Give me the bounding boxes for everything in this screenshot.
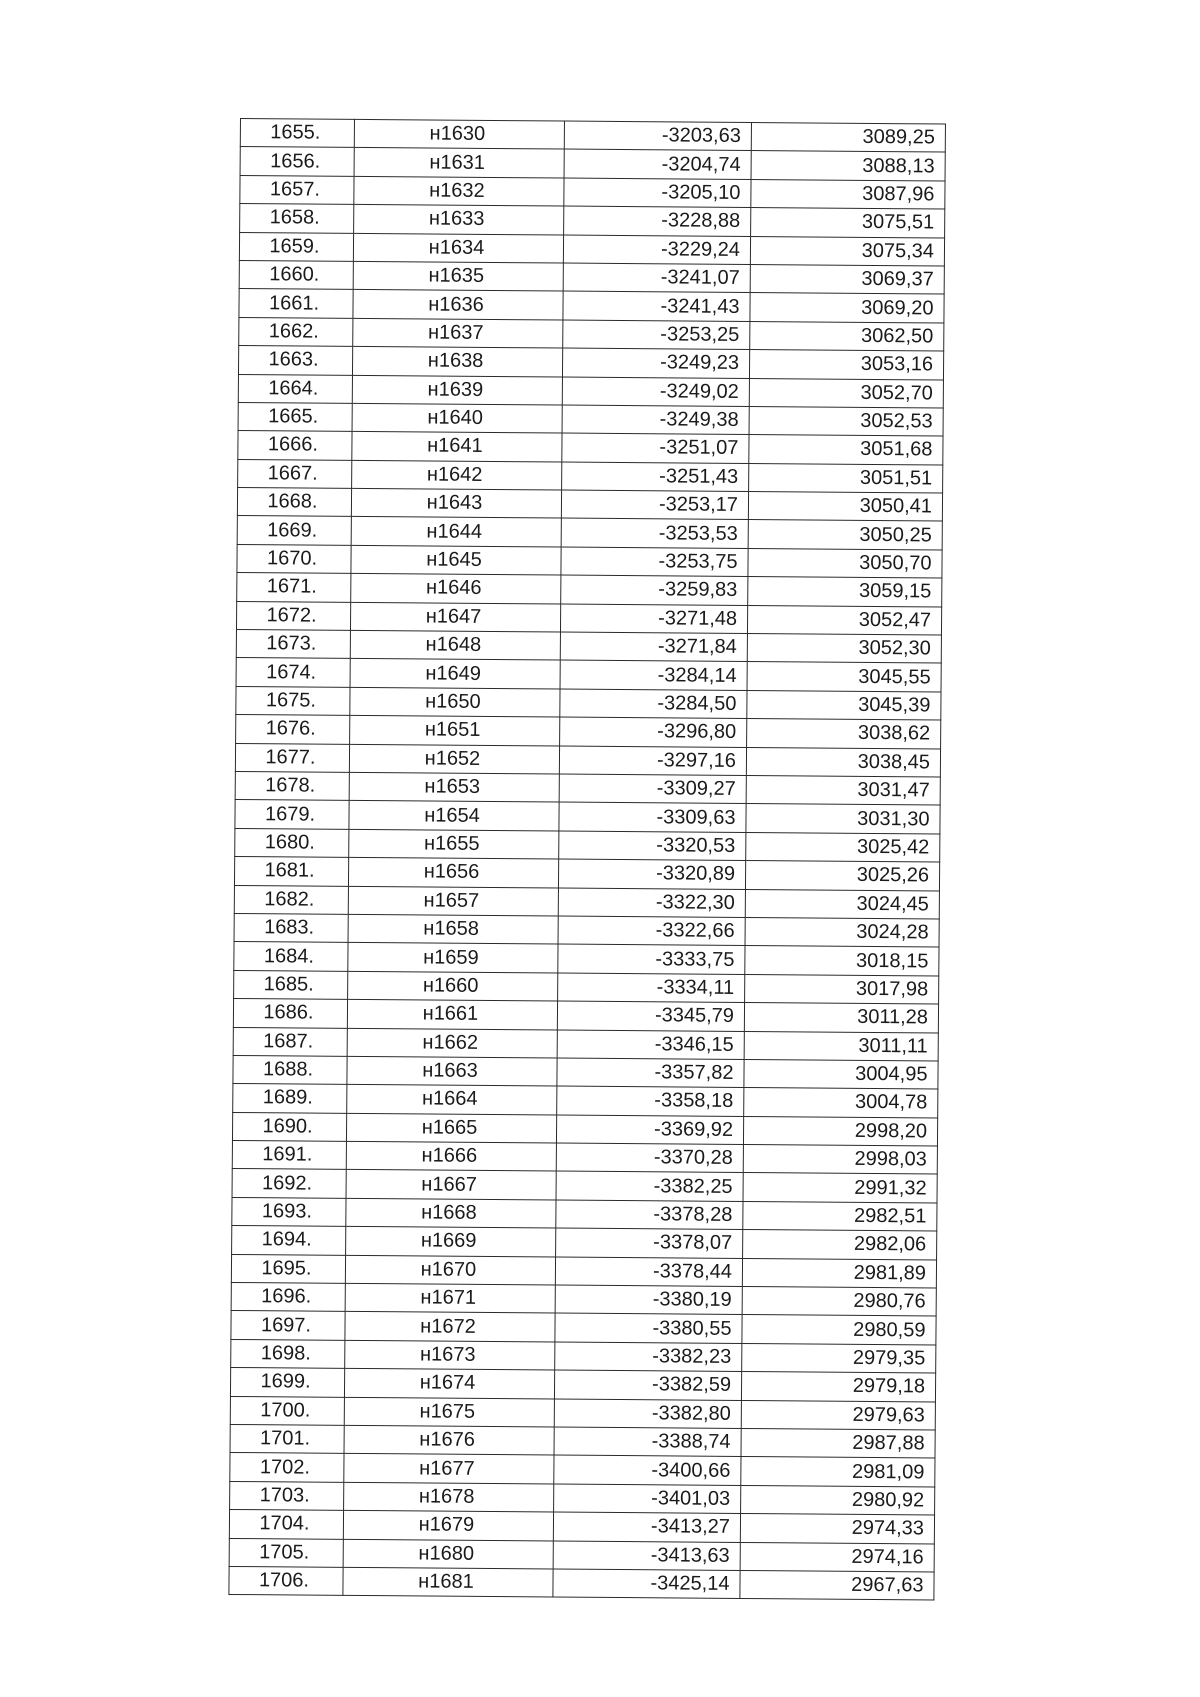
y-coordinate-cell: 3088,13 bbox=[751, 151, 945, 181]
row-number-cell: 1702. bbox=[230, 1453, 344, 1482]
row-number-cell: 1680. bbox=[235, 828, 349, 857]
row-number-cell: 1677. bbox=[235, 743, 349, 772]
x-coordinate-cell: -3380,19 bbox=[555, 1285, 742, 1315]
y-coordinate-cell: 3052,30 bbox=[747, 634, 941, 664]
y-coordinate-cell: 3089,25 bbox=[751, 123, 945, 153]
y-coordinate-cell: 3052,53 bbox=[749, 406, 943, 436]
x-coordinate-cell: -3284,50 bbox=[560, 689, 747, 719]
point-id-cell: н1669 bbox=[346, 1227, 556, 1257]
x-coordinate-cell: -3345,79 bbox=[557, 1001, 744, 1031]
point-id-cell: н1674 bbox=[344, 1369, 554, 1399]
point-id-cell: н1676 bbox=[344, 1425, 554, 1455]
x-coordinate-cell: -3378,28 bbox=[556, 1200, 743, 1230]
row-number-cell: 1703. bbox=[230, 1481, 344, 1510]
x-coordinate-cell: -3388,74 bbox=[554, 1427, 741, 1457]
point-id-cell: н1653 bbox=[349, 772, 559, 802]
point-id-cell: н1636 bbox=[353, 290, 563, 320]
x-coordinate-cell: -3253,53 bbox=[561, 519, 748, 549]
row-number-cell: 1690. bbox=[232, 1112, 346, 1141]
point-id-cell: н1645 bbox=[351, 545, 561, 575]
y-coordinate-cell: 2980,76 bbox=[742, 1286, 936, 1316]
x-coordinate-cell: -3203,63 bbox=[564, 121, 751, 151]
y-coordinate-cell: 2974,16 bbox=[740, 1542, 934, 1572]
y-coordinate-cell: 3069,37 bbox=[750, 264, 944, 294]
row-number-cell: 1671. bbox=[237, 573, 351, 602]
point-id-cell: н1652 bbox=[349, 744, 559, 774]
point-id-cell: н1630 bbox=[354, 119, 564, 149]
x-coordinate-cell: -3253,25 bbox=[563, 320, 750, 350]
x-coordinate-cell: -3204,74 bbox=[564, 149, 751, 179]
x-coordinate-cell: -3249,02 bbox=[562, 377, 749, 407]
y-coordinate-cell: 3052,70 bbox=[749, 378, 943, 408]
coordinates-table bbox=[228, 118, 946, 1601]
y-coordinate-cell: 3059,15 bbox=[748, 577, 942, 607]
point-id-cell: н1680 bbox=[343, 1539, 553, 1569]
point-id-cell: н1655 bbox=[349, 829, 559, 859]
row-number-cell: 1662. bbox=[239, 317, 353, 346]
y-coordinate-cell: 3018,15 bbox=[745, 946, 939, 976]
row-number-cell: 1669. bbox=[237, 516, 351, 545]
x-coordinate-cell: -3380,55 bbox=[555, 1313, 742, 1343]
point-id-cell: н1649 bbox=[350, 659, 560, 689]
point-id-cell: н1670 bbox=[345, 1255, 555, 1285]
row-number-cell: 1683. bbox=[234, 913, 348, 942]
x-coordinate-cell: -3253,75 bbox=[561, 547, 748, 577]
point-id-cell: н1678 bbox=[344, 1482, 554, 1512]
row-number-cell: 1657. bbox=[240, 175, 354, 204]
y-coordinate-cell: 3024,28 bbox=[745, 917, 939, 947]
x-coordinate-cell: -3382,80 bbox=[554, 1399, 741, 1429]
x-coordinate-cell: -3382,59 bbox=[554, 1370, 741, 1400]
x-coordinate-cell: -3322,30 bbox=[558, 888, 745, 918]
row-number-cell: 1686. bbox=[233, 999, 347, 1028]
x-coordinate-cell: -3382,23 bbox=[555, 1342, 742, 1372]
point-id-cell: н1660 bbox=[348, 971, 558, 1001]
x-coordinate-cell: -3241,07 bbox=[563, 263, 750, 293]
row-number-cell: 1667. bbox=[238, 459, 352, 488]
row-number-cell: 1666. bbox=[238, 431, 352, 460]
point-id-cell: н1672 bbox=[345, 1312, 555, 1342]
y-coordinate-cell: 2980,59 bbox=[742, 1315, 936, 1345]
y-coordinate-cell: 2981,09 bbox=[741, 1457, 935, 1487]
point-id-cell: н1665 bbox=[346, 1113, 556, 1143]
x-coordinate-cell: -3297,16 bbox=[559, 746, 746, 776]
y-coordinate-cell: 3051,51 bbox=[749, 463, 943, 493]
x-coordinate-cell: -3228,88 bbox=[564, 206, 751, 236]
x-coordinate-cell: -3249,38 bbox=[562, 405, 749, 435]
x-coordinate-cell: -3251,43 bbox=[562, 462, 749, 492]
row-number-cell: 1656. bbox=[240, 147, 354, 176]
row-number-cell: 1659. bbox=[239, 232, 353, 261]
y-coordinate-cell: 3011,28 bbox=[744, 1003, 938, 1033]
point-id-cell: н1657 bbox=[348, 886, 558, 916]
row-number-cell: 1676. bbox=[236, 715, 350, 744]
x-coordinate-cell: -3296,80 bbox=[560, 717, 747, 747]
y-coordinate-cell: 3050,41 bbox=[748, 492, 942, 522]
x-coordinate-cell: -3241,43 bbox=[563, 291, 750, 321]
row-number-cell: 1687. bbox=[233, 1027, 347, 1056]
y-coordinate-cell: 3087,96 bbox=[751, 179, 945, 209]
x-coordinate-cell: -3271,48 bbox=[560, 604, 747, 634]
row-number-cell: 1673. bbox=[236, 630, 350, 659]
point-id-cell: н1659 bbox=[348, 943, 558, 973]
y-coordinate-cell: 2974,33 bbox=[740, 1514, 934, 1544]
y-coordinate-cell: 3038,62 bbox=[747, 719, 941, 749]
row-number-cell: 1672. bbox=[236, 601, 350, 630]
point-id-cell: н1651 bbox=[350, 716, 560, 746]
x-coordinate-cell: -3320,89 bbox=[558, 859, 745, 889]
row-number-cell: 1668. bbox=[237, 488, 351, 517]
x-coordinate-cell: -3425,14 bbox=[553, 1569, 740, 1599]
point-id-cell: н1644 bbox=[351, 517, 561, 547]
point-id-cell: н1639 bbox=[352, 375, 562, 405]
point-id-cell: н1681 bbox=[343, 1567, 553, 1597]
y-coordinate-cell: 2987,88 bbox=[741, 1428, 935, 1458]
y-coordinate-cell: 3051,68 bbox=[749, 435, 943, 465]
x-coordinate-cell: -3271,84 bbox=[560, 632, 747, 662]
y-coordinate-cell: 3045,39 bbox=[747, 690, 941, 720]
row-number-cell: 1696. bbox=[231, 1282, 345, 1311]
point-id-cell: н1643 bbox=[351, 488, 561, 518]
point-id-cell: н1677 bbox=[344, 1454, 554, 1484]
x-coordinate-cell: -3320,53 bbox=[559, 831, 746, 861]
row-number-cell: 1670. bbox=[237, 544, 351, 573]
point-id-cell: н1632 bbox=[354, 176, 564, 206]
x-coordinate-cell: -3346,15 bbox=[557, 1030, 744, 1060]
point-id-cell: н1650 bbox=[350, 687, 560, 717]
y-coordinate-cell: 2982,51 bbox=[743, 1201, 937, 1231]
y-coordinate-cell: 3069,20 bbox=[750, 293, 944, 323]
row-number-cell: 1694. bbox=[232, 1226, 346, 1255]
row-number-cell: 1658. bbox=[240, 204, 354, 233]
point-id-cell: н1646 bbox=[351, 574, 561, 604]
row-number-cell: 1699. bbox=[230, 1368, 344, 1397]
row-number-cell: 1691. bbox=[232, 1141, 346, 1170]
point-id-cell: н1668 bbox=[346, 1198, 556, 1228]
point-id-cell: н1633 bbox=[354, 205, 564, 235]
x-coordinate-cell: -3378,44 bbox=[555, 1257, 742, 1287]
point-id-cell: н1641 bbox=[352, 432, 562, 462]
y-coordinate-cell: 3052,47 bbox=[747, 605, 941, 635]
point-id-cell: н1647 bbox=[350, 602, 560, 632]
x-coordinate-cell: -3382,25 bbox=[556, 1171, 743, 1201]
row-number-cell: 1705. bbox=[229, 1538, 343, 1567]
point-id-cell: н1679 bbox=[343, 1510, 553, 1540]
row-number-cell: 1693. bbox=[232, 1197, 346, 1226]
row-number-cell: 1700. bbox=[230, 1396, 344, 1425]
x-coordinate-cell: -3309,63 bbox=[559, 802, 746, 832]
row-number-cell: 1697. bbox=[231, 1311, 345, 1340]
y-coordinate-cell: 2979,63 bbox=[741, 1400, 935, 1430]
row-number-cell: 1695. bbox=[231, 1254, 345, 1283]
x-coordinate-cell: -3413,63 bbox=[553, 1541, 740, 1571]
row-number-cell: 1655. bbox=[240, 119, 354, 148]
x-coordinate-cell: -3259,83 bbox=[561, 575, 748, 605]
y-coordinate-cell: 3062,50 bbox=[750, 321, 944, 351]
row-number-cell: 1681. bbox=[234, 857, 348, 886]
x-coordinate-cell: -3334,11 bbox=[558, 973, 745, 1003]
y-coordinate-cell: 3031,47 bbox=[746, 775, 940, 805]
x-coordinate-cell: -3369,92 bbox=[556, 1115, 743, 1145]
point-id-cell: н1671 bbox=[345, 1283, 555, 1313]
y-coordinate-cell: 2979,35 bbox=[742, 1343, 936, 1373]
point-id-cell: н1654 bbox=[349, 801, 559, 831]
scanned-page-table bbox=[228, 118, 945, 1601]
row-number-cell: 1706. bbox=[229, 1566, 343, 1595]
y-coordinate-cell: 3004,95 bbox=[744, 1059, 938, 1089]
y-coordinate-cell: 3031,30 bbox=[746, 804, 940, 834]
point-id-cell: н1661 bbox=[347, 999, 557, 1029]
y-coordinate-cell: 2967,63 bbox=[740, 1570, 934, 1600]
x-coordinate-cell: -3253,17 bbox=[561, 490, 748, 520]
x-coordinate-cell: -3358,18 bbox=[557, 1086, 744, 1116]
point-id-cell: н1631 bbox=[354, 148, 564, 178]
x-coordinate-cell: -3251,07 bbox=[562, 433, 749, 463]
x-coordinate-cell: -3370,28 bbox=[556, 1143, 743, 1173]
point-id-cell: н1635 bbox=[353, 261, 563, 291]
y-coordinate-cell: 3004,78 bbox=[744, 1088, 938, 1118]
x-coordinate-cell: -3309,27 bbox=[559, 774, 746, 804]
row-number-cell: 1689. bbox=[233, 1084, 347, 1113]
x-coordinate-cell: -3249,23 bbox=[562, 348, 749, 378]
row-number-cell: 1682. bbox=[234, 885, 348, 914]
point-id-cell: н1637 bbox=[353, 318, 563, 348]
point-id-cell: н1642 bbox=[352, 460, 562, 490]
point-id-cell: н1675 bbox=[344, 1397, 554, 1427]
point-id-cell: н1662 bbox=[347, 1028, 557, 1058]
x-coordinate-cell: -3322,66 bbox=[558, 916, 745, 946]
y-coordinate-cell: 3045,55 bbox=[747, 662, 941, 692]
y-coordinate-cell: 2980,92 bbox=[741, 1485, 935, 1515]
row-number-cell: 1675. bbox=[236, 686, 350, 715]
x-coordinate-cell: -3284,14 bbox=[560, 660, 747, 690]
row-number-cell: 1698. bbox=[231, 1339, 345, 1368]
coordinates-table-body bbox=[229, 119, 946, 1601]
point-id-cell: н1656 bbox=[348, 858, 558, 888]
x-coordinate-cell: -3401,03 bbox=[554, 1484, 741, 1514]
row-number-cell: 1692. bbox=[232, 1169, 346, 1198]
x-coordinate-cell: -3229,24 bbox=[563, 235, 750, 265]
point-id-cell: н1663 bbox=[347, 1056, 557, 1086]
point-id-cell: н1658 bbox=[348, 914, 558, 944]
row-number-cell: 1663. bbox=[238, 346, 352, 375]
row-number-cell: 1660. bbox=[239, 260, 353, 289]
row-number-cell: 1701. bbox=[230, 1424, 344, 1453]
row-number-cell: 1674. bbox=[236, 658, 350, 687]
point-id-cell: н1664 bbox=[347, 1085, 557, 1115]
y-coordinate-cell: 3024,45 bbox=[745, 889, 939, 919]
row-number-cell: 1684. bbox=[234, 942, 348, 971]
y-coordinate-cell: 2982,06 bbox=[743, 1230, 937, 1260]
y-coordinate-cell: 3075,51 bbox=[751, 208, 945, 238]
y-coordinate-cell: 2998,20 bbox=[743, 1116, 937, 1146]
table-row bbox=[229, 1566, 934, 1600]
y-coordinate-cell: 2991,32 bbox=[743, 1173, 937, 1203]
y-coordinate-cell: 3011,11 bbox=[744, 1031, 938, 1061]
x-coordinate-cell: -3378,07 bbox=[556, 1228, 743, 1258]
y-coordinate-cell: 3050,70 bbox=[748, 548, 942, 578]
point-id-cell: н1667 bbox=[346, 1170, 556, 1200]
row-number-cell: 1661. bbox=[239, 289, 353, 318]
x-coordinate-cell: -3413,27 bbox=[553, 1512, 740, 1542]
x-coordinate-cell: -3205,10 bbox=[564, 178, 751, 208]
y-coordinate-cell: 2998,03 bbox=[743, 1145, 937, 1175]
y-coordinate-cell: 2979,18 bbox=[741, 1372, 935, 1402]
point-id-cell: н1673 bbox=[345, 1340, 555, 1370]
row-number-cell: 1688. bbox=[233, 1055, 347, 1084]
x-coordinate-cell: -3357,82 bbox=[557, 1058, 744, 1088]
y-coordinate-cell: 2981,89 bbox=[742, 1258, 936, 1288]
point-id-cell: н1634 bbox=[353, 233, 563, 263]
point-id-cell: н1666 bbox=[346, 1141, 556, 1171]
row-number-cell: 1678. bbox=[235, 771, 349, 800]
y-coordinate-cell: 3053,16 bbox=[749, 350, 943, 380]
y-coordinate-cell: 3075,34 bbox=[750, 236, 944, 266]
row-number-cell: 1685. bbox=[234, 970, 348, 999]
row-number-cell: 1664. bbox=[238, 374, 352, 403]
point-id-cell: н1638 bbox=[352, 347, 562, 377]
y-coordinate-cell: 3038,45 bbox=[746, 747, 940, 777]
point-id-cell: н1648 bbox=[350, 630, 560, 660]
x-coordinate-cell: -3333,75 bbox=[558, 944, 745, 974]
y-coordinate-cell: 3025,26 bbox=[745, 861, 939, 891]
row-number-cell: 1704. bbox=[229, 1510, 343, 1539]
y-coordinate-cell: 3025,42 bbox=[746, 832, 940, 862]
point-id-cell: н1640 bbox=[352, 403, 562, 433]
y-coordinate-cell: 3050,25 bbox=[748, 520, 942, 550]
y-coordinate-cell: 3017,98 bbox=[745, 974, 939, 1004]
row-number-cell: 1665. bbox=[238, 402, 352, 431]
x-coordinate-cell: -3400,66 bbox=[554, 1455, 741, 1485]
row-number-cell: 1679. bbox=[235, 800, 349, 829]
